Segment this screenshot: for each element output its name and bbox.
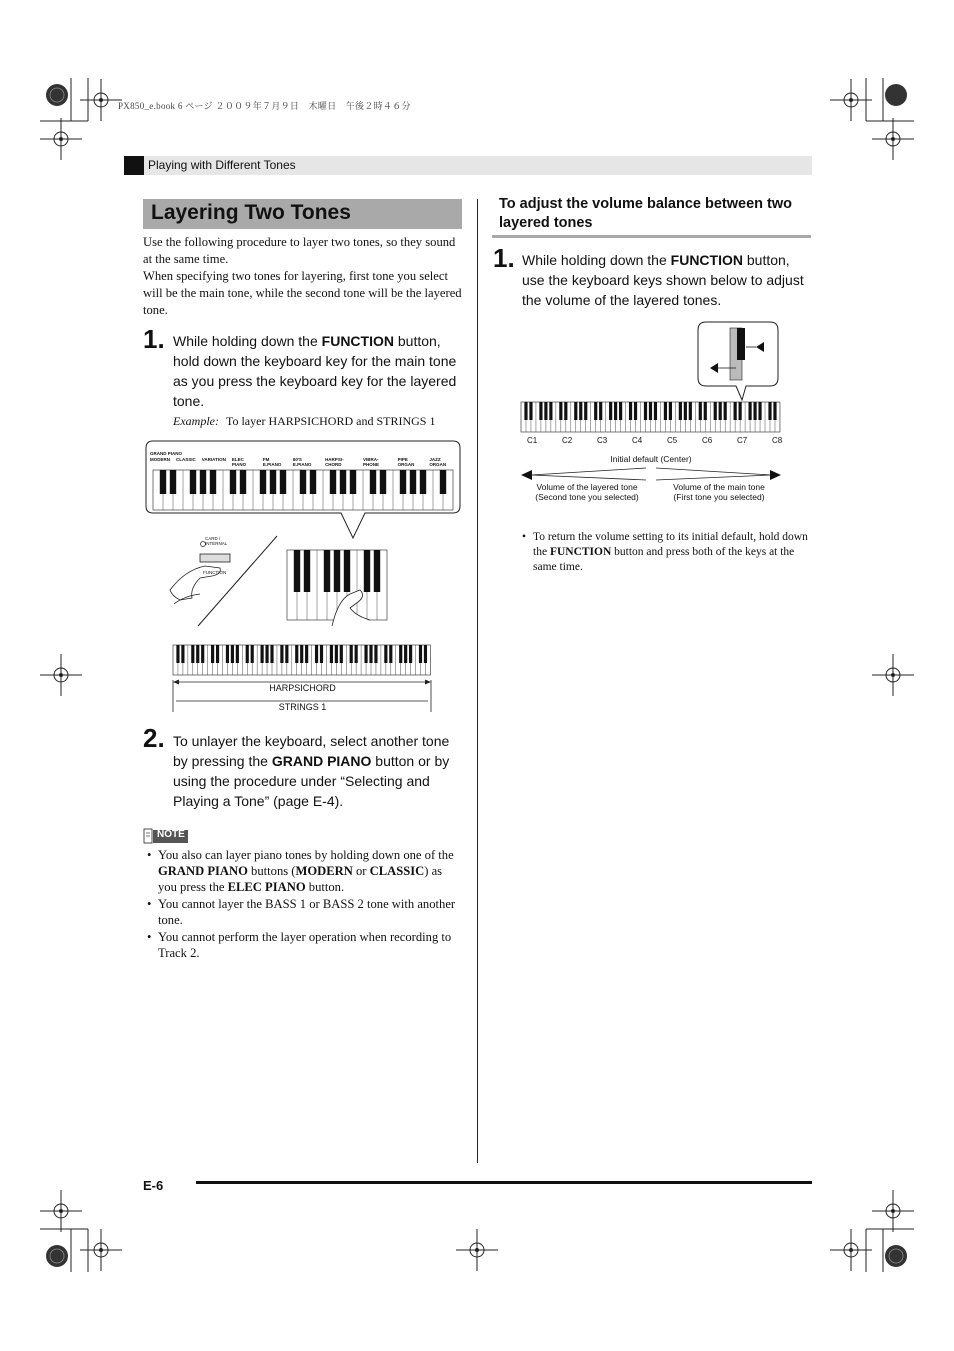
octave-label: C7 (737, 436, 748, 445)
octave-label: C2 (562, 436, 573, 445)
black-key (170, 470, 176, 494)
right-step-1-pre: While holding down the (522, 252, 671, 268)
octave-labels (519, 436, 783, 448)
black-key (280, 645, 283, 663)
volume-keyboard-diagram (519, 401, 783, 435)
left-arrow-icon (521, 470, 532, 480)
black-key (240, 470, 246, 494)
black-key (549, 402, 552, 420)
note-1-key-c: CLASSIC (369, 864, 425, 878)
black-key (216, 645, 219, 663)
tone-panel-labels (150, 451, 456, 467)
right-function-key-label: FUNCTION (670, 252, 743, 268)
tone-label: PIPE ORGAN (397, 457, 415, 467)
note-1-text-e: button. (305, 880, 345, 894)
black-key (649, 402, 652, 420)
black-key (419, 645, 422, 663)
black-key (295, 645, 298, 663)
black-key (724, 402, 727, 420)
step-1-pre: While holding down the (173, 333, 322, 349)
octave-label: C1 (527, 436, 538, 445)
note-list (144, 847, 464, 962)
black-key (369, 645, 372, 663)
black-key (370, 470, 376, 494)
black-key (734, 402, 737, 420)
black-key (364, 550, 370, 592)
black-key (270, 470, 276, 494)
black-key (191, 645, 194, 663)
main-volume-caption (656, 482, 782, 502)
black-key (350, 645, 353, 663)
black-key (355, 645, 358, 663)
black-key (404, 645, 407, 663)
black-key (719, 402, 722, 420)
tone-label: VIBRA-PHONE (362, 457, 379, 467)
black-key (629, 402, 632, 420)
black-key (524, 402, 527, 420)
function-key-label: FUNCTION (321, 333, 394, 349)
black-key (324, 550, 330, 592)
tone-label: VARIATION (201, 457, 226, 462)
tone-label-row (150, 457, 456, 467)
black-key (260, 470, 266, 494)
step-2-text (173, 731, 465, 811)
black-key (304, 550, 310, 592)
black-key (544, 402, 547, 420)
note-label: NOTE (157, 829, 185, 840)
page-number: E-6 (143, 1178, 164, 1193)
layered-caption-line-2: (Second tone you selected) (535, 492, 639, 502)
black-key (609, 402, 612, 420)
black-key (689, 402, 692, 420)
step-1-number: 1. (143, 324, 165, 354)
intro-paragraph-1: Use the following procedure to layer two tones, so they sound at the same time. (143, 235, 456, 266)
black-key (201, 645, 204, 663)
right-bullet-list (519, 530, 811, 576)
black-key (599, 402, 602, 420)
function-hand-diagram (160, 530, 410, 630)
black-key (539, 402, 542, 420)
black-key (400, 470, 406, 494)
layered-volume-caption (522, 482, 652, 502)
bullet-item (519, 530, 811, 575)
black-key (753, 402, 756, 420)
note-badge (143, 826, 189, 849)
page-title: Layering Two Tones (151, 201, 351, 224)
black-key (669, 402, 672, 420)
footer-rule (196, 1181, 812, 1184)
black-key (350, 470, 356, 494)
black-key (424, 645, 427, 663)
function-panel-label: CARD / INTERNAL (205, 536, 228, 546)
black-key (211, 645, 214, 663)
example-line (173, 414, 435, 429)
black-key (529, 402, 532, 420)
harpsichord-range-label: HARPSICHORD (269, 683, 336, 693)
tone-label: ELEC PIANO (231, 457, 247, 467)
black-key (574, 402, 577, 420)
intro-paragraph-2: When specifying two tones for layering, first tone you select will be the main tone, while the second tone will be the layered tone. (143, 269, 462, 317)
black-key (230, 470, 236, 494)
right-step-1-post: button, use the keyboard keys shown below to adjust the volume of the layered tones. (522, 252, 804, 308)
right-step-1-text (522, 250, 814, 310)
black-key (389, 645, 392, 663)
black-key (305, 645, 308, 663)
right-arrow-icon (770, 470, 781, 480)
section-header: Playing with Different Tones (148, 158, 296, 172)
step-2-post: button or by using the procedure under “Selecting and Playing a Tone” (page E-4). (173, 753, 450, 809)
black-key (739, 402, 742, 420)
black-key (334, 550, 340, 592)
black-key (190, 470, 196, 494)
note-1-text-b: buttons ( (247, 864, 296, 878)
heading-rule (492, 235, 811, 238)
function-button-label: FUNCTION (203, 570, 227, 575)
black-key (654, 402, 657, 420)
octave-label: C3 (597, 436, 608, 445)
tone-label: CLASSIC (176, 457, 196, 462)
black-key (200, 470, 206, 494)
key-zoom-callout (696, 320, 782, 402)
octave-label: C8 (772, 436, 783, 445)
black-key (330, 470, 336, 494)
black-key (315, 645, 318, 663)
black-key (300, 645, 303, 663)
black-key (374, 550, 380, 592)
octave-label: C6 (702, 436, 713, 445)
black-key (699, 402, 702, 420)
black-key (340, 645, 343, 663)
black-key (226, 645, 229, 663)
black-key (679, 402, 682, 420)
black-key (246, 645, 249, 663)
note-item: • You cannot perform the layer operation when recording to Track 2. (144, 929, 464, 961)
black-key (714, 402, 717, 420)
black-key (176, 645, 179, 663)
black-key (410, 470, 416, 494)
black-key (664, 402, 667, 420)
black-key (280, 470, 286, 494)
tone-label: JAZZ ORGAN (429, 457, 447, 467)
octave-label: C5 (667, 436, 678, 445)
section-heading: To adjust the volume balance between two layered tones (499, 196, 793, 231)
black-key (335, 645, 338, 663)
black-key (579, 402, 582, 420)
note-1-text-c: or (352, 864, 370, 878)
grand-piano-key-label: GRAND PIANO (271, 753, 372, 769)
black-key (265, 645, 268, 663)
tone-label: MODERN (150, 457, 170, 462)
column-divider (477, 199, 478, 1163)
print-info: PX850_e.book 6 ページ ２００９年７月９日 木曜日 午後２時４６分 (118, 101, 411, 111)
black-key (231, 645, 234, 663)
black-key (310, 470, 316, 494)
note-1-text-d: ) as you press the (158, 864, 443, 894)
black-key (644, 402, 647, 420)
black-key (160, 470, 166, 494)
step-2-number: 2. (143, 723, 165, 753)
strings-range-label: STRINGS 1 (278, 702, 327, 712)
example-text: To layer HARPSICHORD and STRINGS 1 (225, 414, 436, 428)
bullet-text-b: button and press both of the keys at the same time. (533, 546, 795, 573)
black-key (399, 645, 402, 663)
black-key (270, 645, 273, 663)
note-item: • You cannot layer the BASS 1 or BASS 2 tone with another tone. (144, 896, 464, 928)
black-key (374, 645, 377, 663)
tone-label: 60'S E.PIANO (292, 457, 312, 467)
black-key (748, 402, 751, 420)
grand-piano-label: GRAND PIANO (150, 451, 183, 456)
black-key (594, 402, 597, 420)
right-step-1-number: 1. (493, 243, 515, 273)
black-key (704, 402, 707, 420)
example-label: Example: (173, 414, 219, 428)
black-key (440, 470, 446, 494)
black-key (384, 645, 387, 663)
step-2-pre: To unlayer the keyboard, select another tone by pressing the (173, 733, 450, 769)
tone-label: FM E.PIANO (262, 457, 282, 467)
black-key (634, 402, 637, 420)
initial-default-label: Initial default (Center) (610, 454, 692, 464)
black-key (285, 645, 288, 663)
intro-text (143, 234, 463, 319)
black-key (320, 645, 323, 663)
main-caption-line-1: Volume of the main tone (673, 482, 765, 492)
tone-label: HARPSI-CHORD (325, 457, 344, 467)
black-key (773, 402, 776, 420)
note-1-key-d: ELEC PIANO (227, 880, 306, 894)
black-key (196, 645, 199, 663)
black-key (380, 470, 386, 494)
octave-label: C4 (632, 436, 643, 445)
black-key (251, 645, 254, 663)
note-1-text-a: You also can layer piano tones by holding down one of the (158, 848, 454, 862)
section-header-tab (124, 156, 144, 175)
black-key (344, 550, 350, 592)
black-key (294, 550, 300, 592)
black-key (564, 402, 567, 420)
black-key (210, 470, 216, 494)
bullet-key: FUNCTION (549, 546, 612, 558)
black-key (758, 402, 761, 420)
black-key (768, 402, 771, 420)
black-key (420, 470, 426, 494)
note-1-key-a: GRAND PIANO (158, 864, 248, 878)
step-1-text (173, 331, 465, 411)
black-key (684, 402, 687, 420)
black-key (236, 645, 239, 663)
note-item (144, 847, 464, 895)
main-caption-line-2: (First tone you selected) (673, 492, 765, 502)
black-key (340, 470, 346, 494)
black-key (619, 402, 622, 420)
black-key (584, 402, 587, 420)
step-1-post: button, hold down the keyboard key for the main tone as you press the keyboard key for the layered tone. (173, 333, 457, 409)
black-key (330, 645, 333, 663)
black-key (300, 470, 306, 494)
black-key (614, 402, 617, 420)
note-1-key-b: MODERN (295, 864, 353, 878)
black-key (181, 645, 184, 663)
volume-arrows (519, 464, 783, 484)
layered-caption-line-1: Volume of the layered tone (536, 482, 638, 492)
black-key (261, 645, 264, 663)
black-key (364, 645, 367, 663)
bullet-text-a: To return the volume setting to its initial default, hold down the (533, 531, 808, 558)
black-key (409, 645, 412, 663)
black-key (559, 402, 562, 420)
